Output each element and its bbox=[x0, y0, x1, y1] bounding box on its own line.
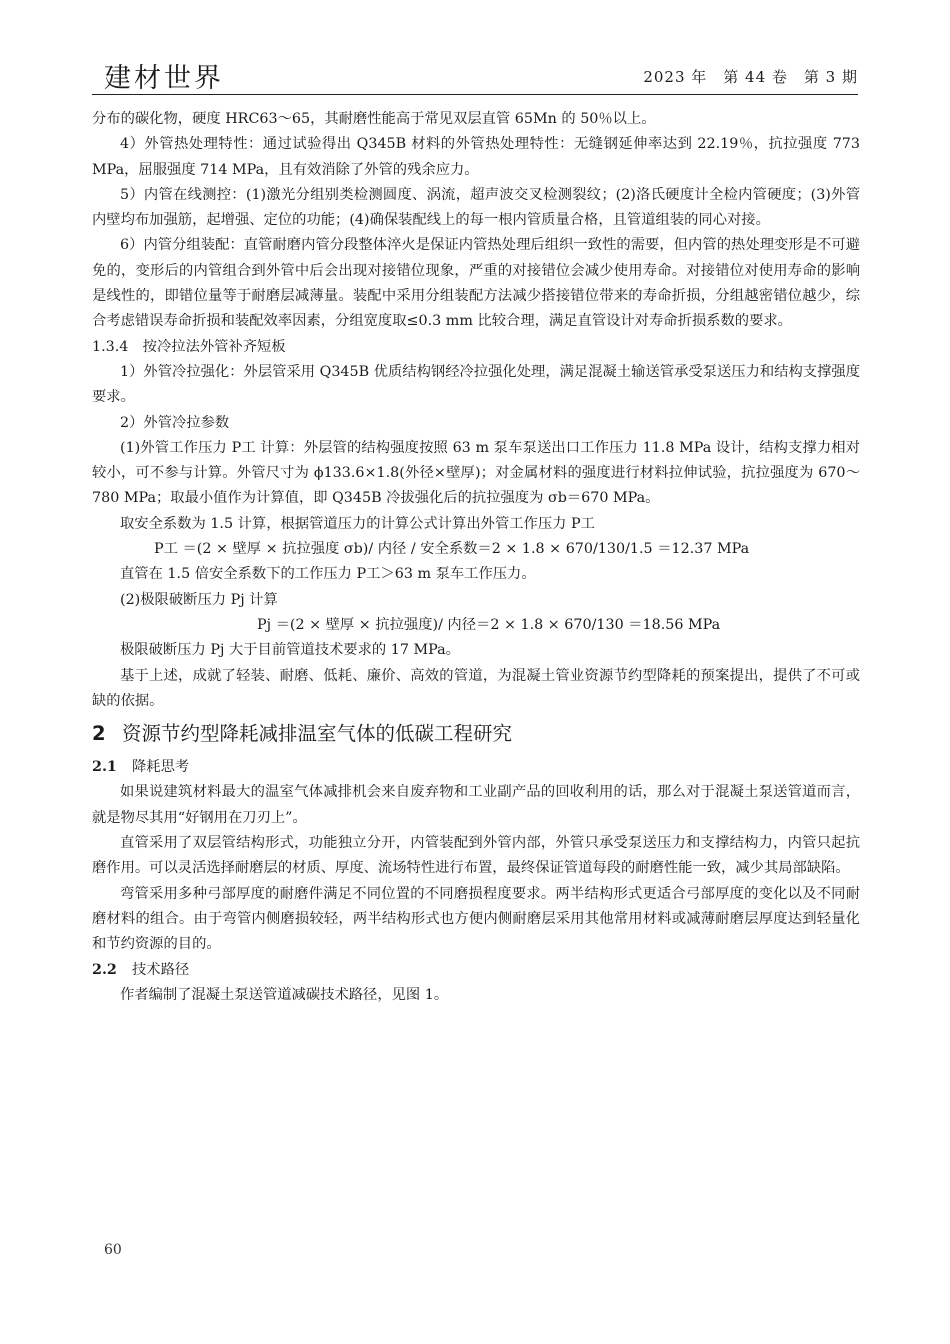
subsection-heading bbox=[92, 958, 860, 983]
section-heading bbox=[92, 719, 860, 749]
formula: P工 ＝(2 × 壁厚 × 抗拉强度 σb)/ 内径 / 安全系数＝2 × 1.8 × 670/130/1.5 ＝12.37 MPa bbox=[154, 541, 750, 558]
subsection-number: 2.1 bbox=[92, 759, 117, 776]
paragraph: (2)极限破断压力 Pj 计算 bbox=[120, 591, 278, 608]
subsection-heading: 1.3.4 按冷拉法外管补齐短板 bbox=[92, 338, 286, 355]
paragraph: 基于上述，成就了轻装、耐磨、低耗、廉价、高效的管道，为混凝土管业资源节约型降耗的预案提出，提供了不可或缺的依据。 bbox=[92, 667, 860, 709]
section-number: 2 bbox=[92, 722, 106, 746]
paragraph: 直管采用了双层管结构形式，功能独立分开，内管装配到外管内部，外管只承受泵送压力和支撑结构力，内管只起抗磨作用。可以灵活选择耐磨层的材质、厚度、流场特性进行布置，最终保证管道每段的耐磨性能一致，减少其局部缺陷。 bbox=[92, 835, 860, 877]
paragraph: 如果说建筑材料最大的温室气体减排机会来自废弃物和工业副产品的回收利用的话，那么对于混凝土泵送管道而言，就是物尽其用“好钢用在刀刃上”。 bbox=[92, 784, 860, 826]
article-body bbox=[92, 107, 860, 1008]
paragraph: 1）外管冷拉强化：外层管采用 Q345B 优质结构钢经冷拉强化处理，满足混凝土输送管承受泵送压力和结构支撑强度要求。 bbox=[92, 363, 860, 406]
paragraph: 5）内管在线测控：(1)激光分组别类检测圆度、涡流，超声波交叉检测裂纹；(2)洛氏硬度计全检内管硬度；(3)外管内壁均布加强筋，起增强、定位的功能；(4)确保装配线上的每一根内管质量合格，且管道组装的同心对接。 bbox=[92, 186, 860, 229]
paragraph: 作者编制了混凝土泵送管道减碳技术路径，见图 1。 bbox=[120, 986, 449, 1003]
paragraph: 弯管采用多种弓部厚度的耐磨件满足不同位置的不同磨损程度要求。两半结构形式更适合弓部厚度的变化以及不同耐磨材料的组合。由于弯管内侧磨损较轻，两半结构形式也方便内侧耐磨层采用其他常用材料或减薄耐磨层厚度达到轻量化和节约资源的目的。 bbox=[92, 885, 860, 953]
running-header bbox=[92, 54, 858, 95]
paragraph: 取安全系数为 1.5 计算，根据管道压力的计算公式计算出外管工作压力 P工 bbox=[120, 515, 595, 532]
paragraph: 分布的碳化物，硬度 HRC63～65，其耐磨性能高于常见双层直管 65Mn 的 50％以上。 bbox=[92, 111, 656, 127]
paragraph: 直管在 1.5 倍安全系数下的工作压力 P工＞63 m 泵车工作压力。 bbox=[120, 566, 536, 583]
paragraph: 6）内管分组装配：直管耐磨内管分段整体淬火是保证内管热处理后组织一致性的需要，但内管的热处理变形是不可避免的，变形后的内管组合到外管中后会出现对接错位现象，严重的对接错位会减少使用寿命。对接错位对使用寿命的影响是线性的，即错位量等于耐磨层减薄量。装配中采用分组装配方法减少搭接错位带来的寿命折损，分组越密错位越少，综合考虑错误寿命折损和装配效率因素，分组宽度取≤0.3 mm 比较合理，满足直管设计对寿命折损系数的要求。 bbox=[92, 237, 860, 330]
subsection-number: 2.2 bbox=[92, 961, 117, 978]
formula: Pj ＝(2 × 壁厚 × 抗拉强度)/ 内径＝2 × 1.8 × 670/130 ＝18.56 MPa bbox=[257, 616, 721, 633]
page-number: 60 bbox=[104, 1242, 122, 1258]
subsection-title: 降耗思考 bbox=[132, 759, 190, 776]
paragraph: (1)外管工作压力 P工 计算：外层管的结构强度按照 63 m 泵车泵送出口工作压力 11.8 MPa 设计，结构支撑力相对较小，可不参与计算。外管尺寸为 ϕ133.6×1.8(外径×壁厚)；对金属材料的强度进行材料拉伸试验，抗拉强度为 670～780 MPa；取最小值作为计算值，即 Q345B 冷拔强化后的抗拉强度为 σb＝670 MPa。 bbox=[92, 439, 860, 507]
journal-title: 建材世界 bbox=[104, 63, 224, 94]
section-title: 资源节约型降耗减排温室气体的低碳工程研究 bbox=[122, 722, 513, 746]
issue-info: 2023 年 第 44 卷 第 3 期 bbox=[643, 68, 858, 86]
subsection-heading bbox=[92, 755, 860, 780]
subsection-title: 技术路径 bbox=[132, 961, 190, 978]
paragraph: 4）外管热处理特性：通过试验得出 Q345B 材料的外管热处理特性：无缝钢延伸率达到 22.19％，抗拉强度 773 MPa，屈服强度 714 MPa，且有效消除了外管的残余应力。 bbox=[92, 136, 860, 178]
paragraph: 2）外管冷拉参数 bbox=[120, 414, 230, 431]
paragraph: 极限破断压力 Pj 大于目前管道技术要求的 17 MPa。 bbox=[120, 642, 460, 659]
